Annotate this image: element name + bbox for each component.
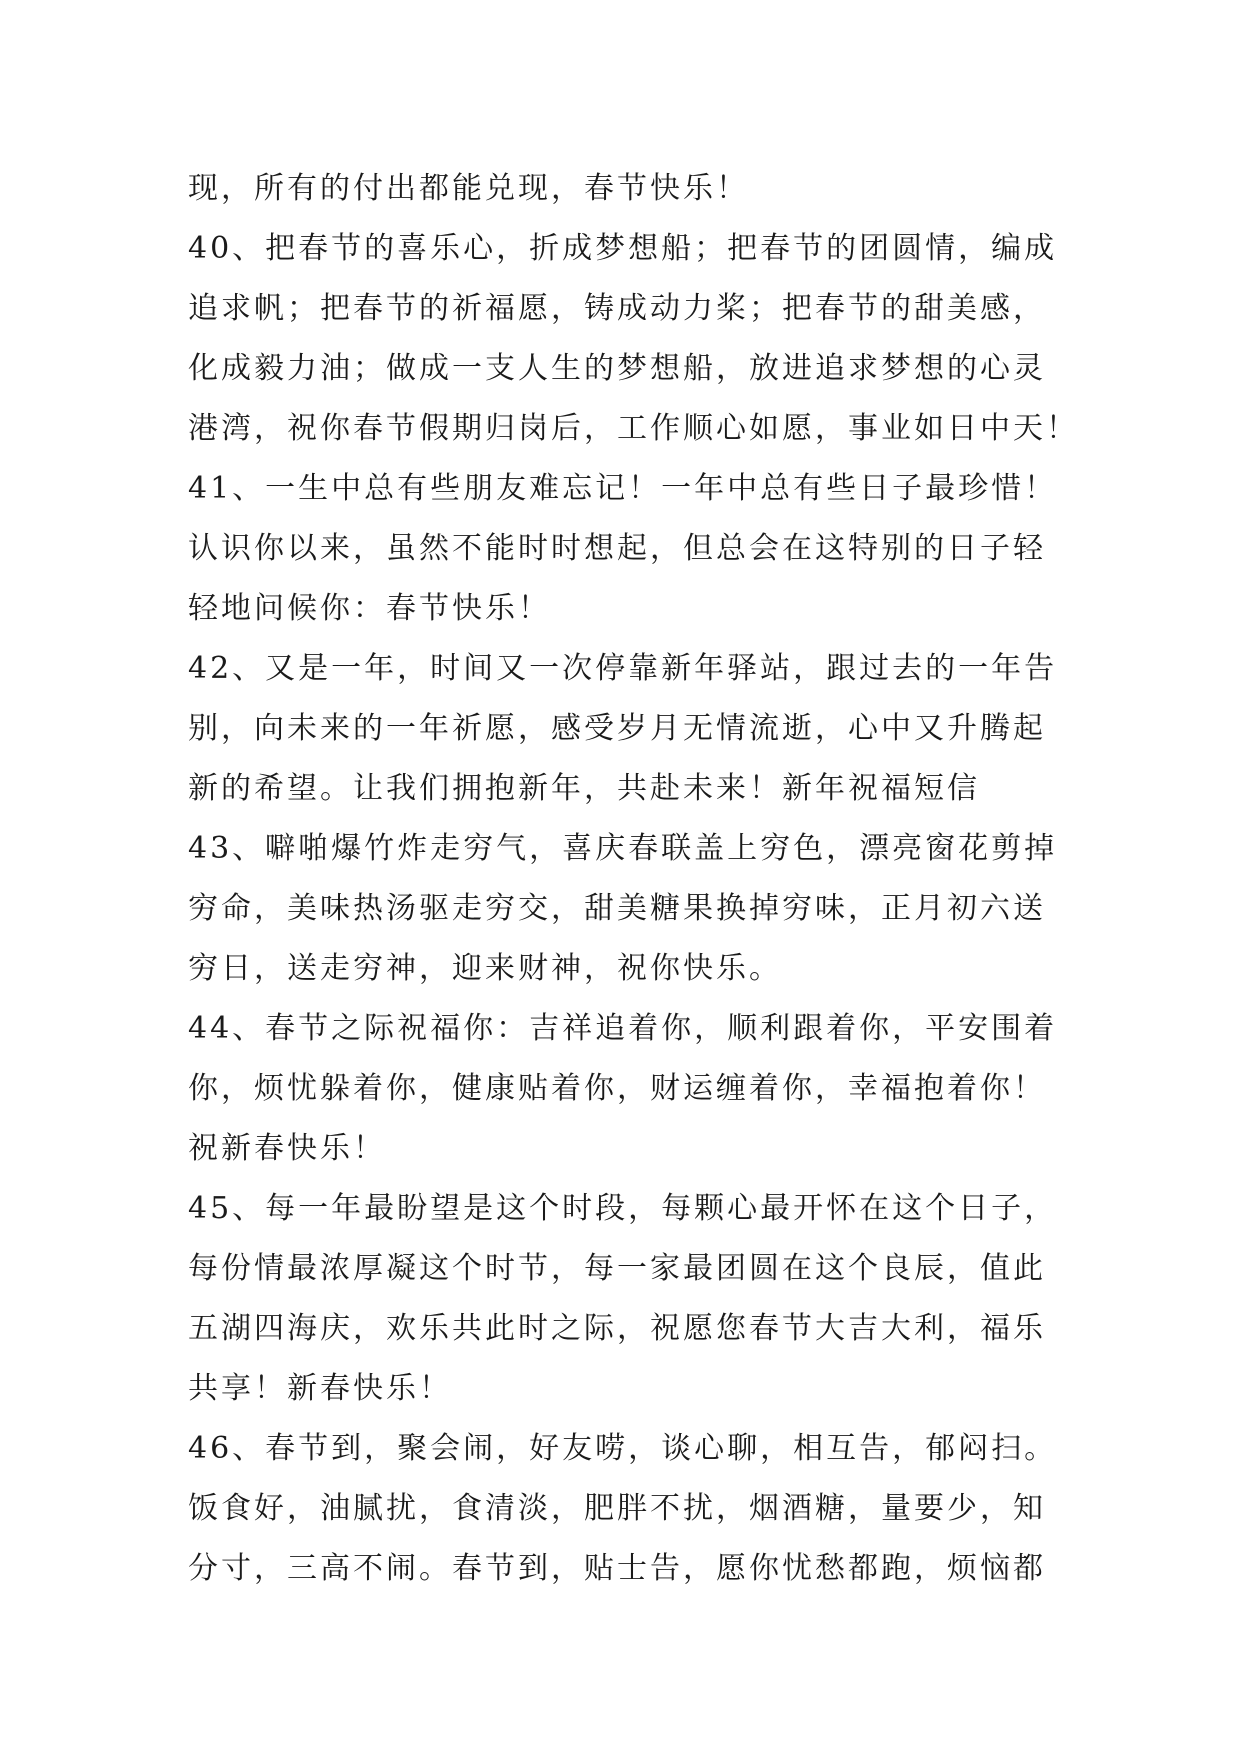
text-line: 认识你以来，虽然不能时时想起，但总会在这特别的日子轻 xyxy=(188,531,1046,566)
text-line: 你，烦忧躲着你，健康贴着你，财运缠着你，幸福抱着你！ xyxy=(188,1071,1046,1106)
text-line: 45、每一年最盼望是这个时段，每颗心最开怀在这个日子， xyxy=(188,1191,1058,1226)
text-line: 分寸，三高不闹。春节到，贴士告，愿你忧愁都跑，烦恼都 xyxy=(188,1551,1046,1586)
text-line: 五湖四海庆，欢乐共此时之际，祝愿您春节大吉大利，福乐 xyxy=(188,1311,1046,1346)
text-line: 港湾，祝你春节假期归岗后，工作顺心如愿，事业如日中天！ xyxy=(188,411,1079,446)
text-line: 祝新春快乐！ xyxy=(188,1131,386,1166)
text-line: 43、噼啪爆竹炸走穷气，喜庆春联盖上穷色，漂亮窗花剪掉 xyxy=(188,831,1058,866)
text-line: 每份情最浓厚凝这个时节，每一家最团圆在这个良辰，值此 xyxy=(188,1251,1046,1286)
text-line: 共享！新春快乐！ xyxy=(188,1371,452,1406)
text-line: 新的希望。让我们拥抱新年，共赴未来！新年祝福短信 xyxy=(188,771,980,806)
text-line: 44、春节之际祝福你：吉祥追着你，顺利跟着你，平安围着 xyxy=(188,1011,1058,1046)
text-line: 穷命，美味热汤驱走穷交，甜美糖果换掉穷味，正月初六送 xyxy=(188,891,1046,926)
text-line: 轻地问候你：春节快乐！ xyxy=(188,591,551,626)
body-text xyxy=(188,159,1088,1599)
text-line: 追求帆；把春节的祈福愿，铸成动力桨；把春节的甜美感， xyxy=(188,291,1046,326)
text-line: 饭食好，油腻扰，食清淡，肥胖不扰，烟酒糖，量要少，知 xyxy=(188,1491,1046,1526)
text-line: 化成毅力油；做成一支人生的梦想船，放进追求梦想的心灵 xyxy=(188,351,1046,386)
text-line: 40、把春节的喜乐心，折成梦想船；把春节的团圆情，编成 xyxy=(188,231,1058,266)
text-line: 别，向未来的一年祈愿，感受岁月无情流逝，心中又升腾起 xyxy=(188,711,1046,746)
text-line: 穷日，送走穷神，迎来财神，祝你快乐。 xyxy=(188,951,782,986)
text-line: 46、春节到，聚会闹，好友唠，谈心聊，相互告，郁闷扫。 xyxy=(188,1431,1058,1466)
text-line: 41、一生中总有些朋友难忘记！一年中总有些日子最珍惜！ xyxy=(188,471,1058,506)
text-line: 现，所有的付出都能兑现，春节快乐！ xyxy=(188,171,749,206)
text-line: 42、又是一年，时间又一次停靠新年驿站，跟过去的一年告 xyxy=(188,651,1058,686)
